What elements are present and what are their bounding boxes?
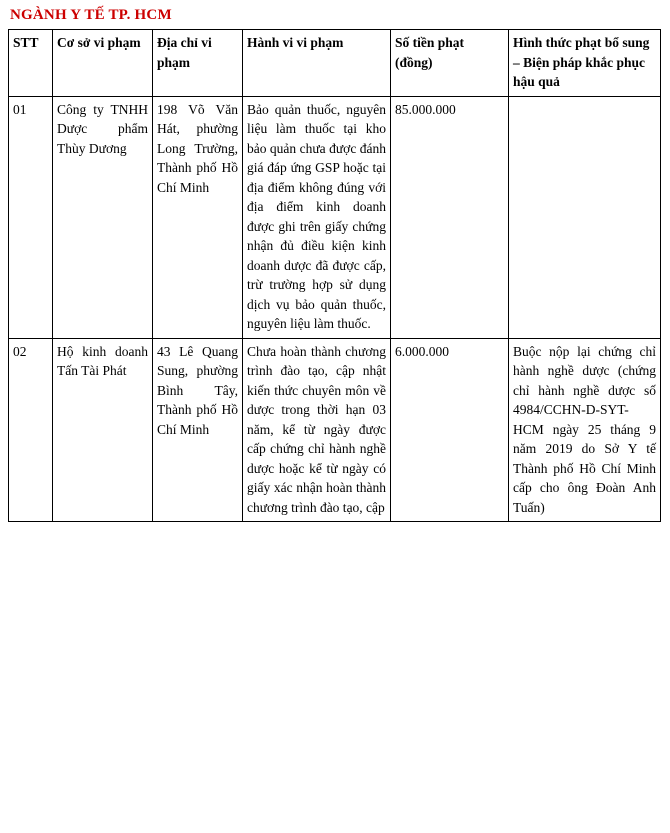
cell-amount: 85.000.000 [391, 96, 509, 338]
column-header-violation: Hành vi vi phạm [243, 30, 391, 97]
cell-address: 43 Lê Quang Sung, phường Bình Tây, Thành phố Hồ Chí Minh [153, 338, 243, 522]
cell-facility: Công ty TNHH Dược phẩm Thùy Dương [53, 96, 153, 338]
cell-stt: 01 [9, 96, 53, 338]
table-row [9, 338, 661, 522]
cell-extra: Buộc nộp lại chứng chỉ hành nghề dược (chứng chỉ hành nghề dược số 4984/CCHN-D-SYT-HCM ngày 25 tháng 9 năm 2019 do Sở Y tế Thành phố Hồ Chí Minh cấp cho ông Đoàn Anh Tuấn) [509, 338, 661, 522]
cell-facility: Hộ kinh doanh Tấn Tài Phát [53, 338, 153, 522]
cell-stt: 02 [9, 338, 53, 522]
table-header [9, 30, 661, 97]
cell-amount: 6.000.000 [391, 338, 509, 522]
cell-violation: Chưa hoàn thành chương trình đào tạo, cập nhật kiến thức chuyên môn về dược trong thời hạn 03 năm, kể từ ngày được cấp chứng chỉ hành nghề dược hoặc kể từ ngày có giấy xác nhận hoàn thành chương trình đào tạo, cập [243, 338, 391, 522]
cell-address: 198 Võ Văn Hát, phường Long Trường, Thành phố Hồ Chí Minh [153, 96, 243, 338]
column-header-stt: STT [9, 30, 53, 97]
page-title: NGÀNH Y TẾ TP. HCM [10, 7, 172, 23]
column-header-extra: Hình thức phạt bổ sung – Biện pháp khắc phục hậu quả [509, 30, 661, 97]
cell-extra [509, 96, 661, 338]
violations-table [8, 29, 661, 522]
column-header-amount: Số tiền phạt (đồng) [391, 30, 509, 97]
table-header-row [9, 30, 661, 97]
column-header-facility: Cơ sở vi phạm [53, 30, 153, 97]
table-row [9, 96, 661, 338]
table-body [9, 96, 661, 522]
column-header-address: Địa chỉ vi phạm [153, 30, 243, 97]
cell-violation: Bảo quản thuốc, nguyên liệu làm thuốc tại kho bảo quản chưa được đánh giá đáp ứng GSP hoặc tại địa điểm không đúng với địa điểm kinh doanh được ghi trên giấy chứng nhận đủ điều kiện kinh doanh dược đã được cấp, trừ trường hợp sử dụng dịch vụ bảo quản thuốc, nguyên liệu làm thuốc. [243, 96, 391, 338]
